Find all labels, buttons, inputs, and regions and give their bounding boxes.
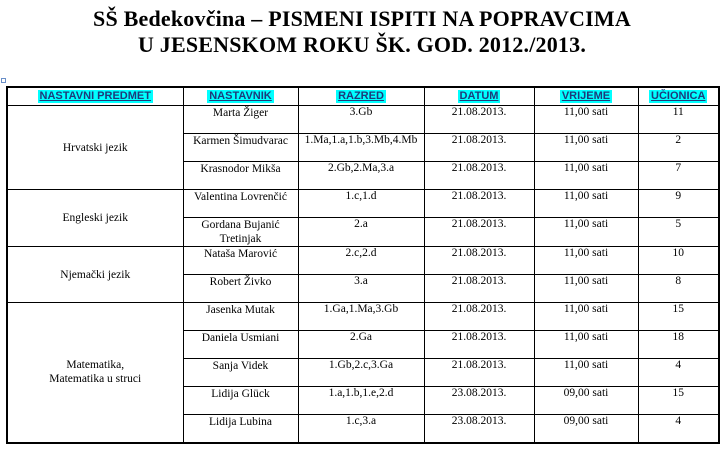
class-cell: 3.a — [298, 275, 424, 303]
time-cell: 11,00 sati — [534, 106, 638, 134]
date-cell: 21.08.2013. — [424, 331, 534, 359]
subject-cell — [7, 190, 183, 247]
room-cell: 5 — [638, 218, 719, 247]
teacher-cell — [183, 106, 298, 134]
time-cell: 11,00 sati — [534, 218, 638, 247]
page-title — [0, 6, 724, 58]
header-class-label: RAZRED — [338, 90, 384, 102]
title-line-1: SŠ Bedekovčina – PISMENI ISPITI NA POPRAVCIMA — [93, 6, 631, 31]
teacher-cell — [183, 331, 298, 359]
subject-label: Hrvatski jezik — [62, 141, 128, 154]
time-cell: 11,00 sati — [534, 359, 638, 387]
class-cell: 1.a,1.b,1.e,2.d — [298, 387, 424, 415]
teacher-name: Krasnodor Mikša — [200, 163, 281, 175]
teacher-name: Marta Žiger — [212, 107, 269, 119]
header-time — [534, 87, 638, 106]
room-cell: 9 — [638, 190, 719, 218]
date-cell: 21.08.2013. — [424, 275, 534, 303]
class-cell: 3.Gb — [298, 106, 424, 134]
teacher-name: Jasenka Mutak — [206, 304, 275, 316]
class-cell: 2.Gb,2.Ma,3.a — [298, 162, 424, 190]
date-cell: 21.08.2013. — [424, 134, 534, 162]
room-cell: 15 — [638, 303, 719, 331]
header-room — [638, 87, 719, 106]
header-class — [298, 87, 424, 106]
class-cell: 2.c,2.d — [298, 247, 424, 275]
title-line-2: U JESENSKOM ROKU ŠK. GOD. 2012./2013. — [137, 32, 587, 57]
subject-label: Engleski jezik — [62, 212, 128, 224]
header-room-label: UČIONICA — [651, 90, 706, 102]
date-cell: 21.08.2013. — [424, 162, 534, 190]
room-cell: 11 — [638, 106, 719, 134]
time-cell: 11,00 sati — [534, 275, 638, 303]
table-row — [7, 247, 719, 275]
teacher-name: Robert Živko — [209, 276, 272, 288]
teacher-cell — [183, 415, 298, 443]
class-cell: 2.a — [298, 218, 424, 247]
room-cell: 2 — [638, 134, 719, 162]
subject-label: Njemački jezik — [60, 268, 131, 281]
class-cell: 1.c,3.a — [298, 415, 424, 443]
date-cell: 23.08.2013. — [424, 387, 534, 415]
time-cell: 11,00 sati — [534, 331, 638, 359]
room-cell: 7 — [638, 162, 719, 190]
teacher-cell — [183, 359, 298, 387]
room-cell: 18 — [638, 331, 719, 359]
teacher-name: Nataša Marović — [203, 248, 278, 260]
time-cell: 09,00 sati — [534, 387, 638, 415]
teacher-cell — [183, 190, 298, 218]
time-cell: 11,00 sati — [534, 190, 638, 218]
teacher-name: Tretinjak — [219, 233, 262, 245]
room-cell: 10 — [638, 247, 719, 275]
time-cell: 11,00 sati — [534, 247, 638, 275]
time-cell: 11,00 sati — [534, 134, 638, 162]
header-subject — [7, 87, 183, 106]
class-cell: 1.Ga,1.Ma,3.Gb — [298, 303, 424, 331]
exam-schedule-table — [6, 86, 720, 444]
teacher-name: Valentina Lovrenčić — [194, 191, 287, 203]
teacher-name: Daniela Usmiani — [201, 332, 280, 344]
date-cell: 21.08.2013. — [424, 303, 534, 331]
time-cell: 11,00 sati — [534, 162, 638, 190]
header-teacher-label: NASTAVNIK — [209, 90, 272, 102]
teacher-name: Karmen Šimudvarac — [193, 135, 288, 147]
teacher-name: Gordana Bujanić — [201, 219, 280, 231]
header-teacher — [183, 87, 298, 106]
teacher-name: Lidija Glück — [211, 388, 270, 400]
room-cell: 15 — [638, 387, 719, 415]
table-header — [7, 87, 719, 106]
date-cell: 21.08.2013. — [424, 190, 534, 218]
subject-cell — [7, 106, 183, 190]
room-cell: 4 — [638, 359, 719, 387]
subject-cell — [7, 247, 183, 303]
teacher-cell — [183, 387, 298, 415]
teacher-cell — [183, 218, 298, 247]
teacher-cell — [183, 303, 298, 331]
date-cell: 21.08.2013. — [424, 247, 534, 275]
room-cell: 8 — [638, 275, 719, 303]
table-row — [7, 303, 719, 331]
teacher-name: Sanja Videk — [212, 360, 269, 372]
time-cell: 09,00 sati — [534, 415, 638, 443]
subject-label: Matematika, — [66, 359, 125, 372]
subject-cell — [7, 303, 183, 443]
subject-label: Matematika u struci — [49, 373, 142, 386]
teacher-name: Lidija Lubina — [209, 416, 272, 428]
table-row — [7, 190, 719, 218]
date-cell: 21.08.2013. — [424, 359, 534, 387]
date-cell: 21.08.2013. — [424, 218, 534, 247]
class-cell: 1.c,1.d — [298, 190, 424, 218]
header-subject-label: NASTAVNI PREDMET — [39, 90, 151, 102]
table-row — [7, 106, 719, 134]
table-anchor-icon[interactable] — [1, 78, 6, 83]
table-body — [7, 106, 719, 443]
class-cell: 2.Ga — [298, 331, 424, 359]
room-cell: 4 — [638, 415, 719, 443]
header-date-label: DATUM — [459, 90, 499, 102]
time-cell: 11,00 sati — [534, 303, 638, 331]
header-time-label: VRIJEME — [561, 90, 611, 102]
header-date — [424, 87, 534, 106]
teacher-cell — [183, 134, 298, 162]
date-cell: 23.08.2013. — [424, 415, 534, 443]
teacher-cell — [183, 247, 298, 275]
teacher-cell — [183, 162, 298, 190]
header-row — [7, 87, 719, 106]
class-cell: 1.Gb,2.c,3.Ga — [298, 359, 424, 387]
date-cell: 21.08.2013. — [424, 106, 534, 134]
class-cell: 1.Ma,1.a,1.b,3.Mb,4.Mb — [298, 134, 424, 162]
teacher-cell — [183, 275, 298, 303]
